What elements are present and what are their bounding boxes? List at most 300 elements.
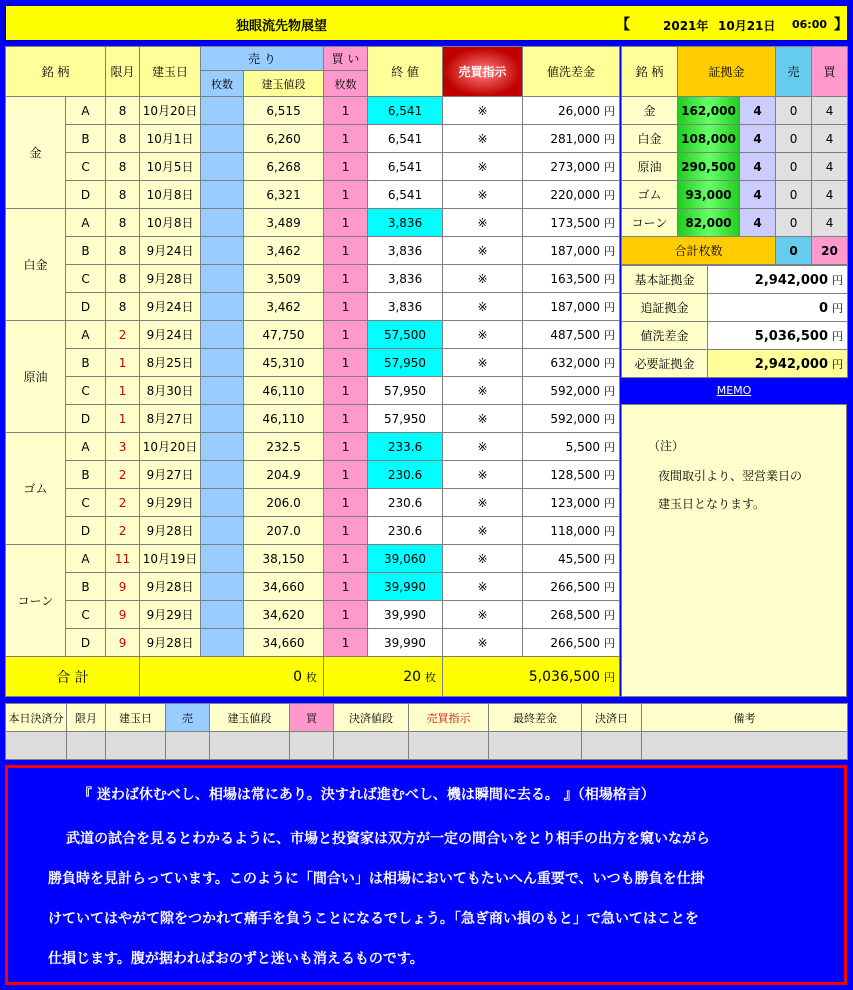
proverb-box [5,765,847,985]
total-diff-yen: 円 [604,670,616,684]
signal-mark: ※ [443,349,523,377]
margin-diff [523,461,620,489]
close-price: 57,500 [368,321,443,349]
yen-unit: 円 [604,580,616,594]
margin-diff [523,405,620,433]
total-buy-value: 20 [403,668,422,685]
margin-total-label: 合計枚数 [622,237,776,265]
margin-diff-value: 173,500 [550,215,601,230]
yen-unit: 円 [604,272,616,286]
buy-count: 1 [324,349,368,377]
generation-label: C [66,377,106,405]
summary-row [622,294,848,322]
margin-amount: 93,000 [678,181,740,209]
sell-count [201,321,244,349]
margin-diff [523,181,620,209]
summary-label: 値洗差金 [622,322,708,350]
today-header: 売 [166,704,210,732]
margin-row [622,125,848,153]
today-cell[interactable] [489,732,582,760]
date-bracket-open: 【 [616,17,630,33]
buy-count: 1 [324,321,368,349]
limit-month: 2 [106,517,140,545]
margin-total-buy: 20 [812,237,848,265]
margin-count: 4 [740,153,776,181]
margin-diff-value: 632,000 [550,355,601,370]
yen-unit: 円 [604,468,616,482]
close-price: 3,836 [368,237,443,265]
open-price: 38,150 [244,545,324,573]
today-header: 買 [290,704,334,732]
yen-unit: 円 [604,216,616,230]
open-price: 3,509 [244,265,324,293]
open-price: 34,620 [244,601,324,629]
table-row [6,97,620,125]
close-price: 3,836 [368,209,443,237]
margin-amount: 82,000 [678,209,740,237]
open-price: 6,260 [244,125,324,153]
generation-label: D [66,517,106,545]
memo-line-1: （注） [648,439,685,453]
open-date: 9月27日 [140,461,201,489]
margin-table [621,46,848,265]
limit-month: 1 [106,377,140,405]
header-buy: 買 い [324,47,368,71]
today-cell[interactable] [582,732,642,760]
margin-amount: 162,000 [678,97,740,125]
yen-unit: 円 [604,636,616,650]
open-date: 9月24日 [140,237,201,265]
limit-month: 9 [106,629,140,657]
buy-count: 1 [324,629,368,657]
margin-diff [523,125,620,153]
limit-month: 9 [106,573,140,601]
total-buy-unit: 枚 [425,670,437,684]
buy-count: 1 [324,377,368,405]
open-date: 8月27日 [140,405,201,433]
today-header: 限月 [67,704,106,732]
sell-count [201,405,244,433]
close-price: 57,950 [368,377,443,405]
positions-table [5,46,620,697]
close-price: 57,950 [368,349,443,377]
margin-diff [523,349,620,377]
limit-month: 8 [106,237,140,265]
margin-diff-value: 266,500 [550,579,601,594]
margin-diff-value: 163,500 [550,271,601,286]
proverb-line-2: 武道の試合を見るとわかるように、市場と投資家は双方が一定の間合いをとり相手の出方を窺いながら [66,831,710,847]
signal-mark: ※ [443,209,523,237]
margin-buy: 4 [812,153,848,181]
generation-label: A [66,209,106,237]
generation-label: B [66,573,106,601]
close-price: 230.6 [368,489,443,517]
margin-amount: 108,000 [678,125,740,153]
margin-sell: 0 [776,97,812,125]
generation-label: C [66,153,106,181]
table-row [6,349,620,377]
limit-month: 8 [106,125,140,153]
open-price: 47,750 [244,321,324,349]
close-price: 57,950 [368,405,443,433]
table-row [6,153,620,181]
signal-mark: ※ [443,321,523,349]
close-price: 233.6 [368,433,443,461]
limit-month: 2 [106,489,140,517]
yen-unit: 円 [604,300,616,314]
generation-label: B [66,237,106,265]
today-header: 建玉値段 [210,704,290,732]
margin-sell: 0 [776,209,812,237]
limit-month: 2 [106,461,140,489]
table-row [6,209,620,237]
margin-diff [523,321,620,349]
yen-unit: 円 [604,384,616,398]
open-date: 9月29日 [140,489,201,517]
signal-mark: ※ [443,517,523,545]
open-price: 34,660 [244,629,324,657]
sell-count [201,433,244,461]
margin-diff [523,433,620,461]
signal-mark: ※ [443,433,523,461]
sell-count [201,181,244,209]
margin-count: 4 [740,97,776,125]
table-row [6,489,620,517]
today-cell[interactable] [166,732,210,760]
today-header: 決済日 [582,704,642,732]
buy-count: 1 [324,237,368,265]
close-price: 39,990 [368,573,443,601]
sell-count [201,293,244,321]
open-date: 9月28日 [140,265,201,293]
header-signal: 売買指示 [443,47,523,97]
memo-line-3: 建玉日となります。 [658,497,766,511]
table-row [6,545,620,573]
margin-diff-value: 45,500 [558,551,601,566]
date-bracket-close: 】 [834,17,848,33]
today-header: 最終差金 [489,704,582,732]
sell-count [201,209,244,237]
close-price: 6,541 [368,125,443,153]
limit-month: 8 [106,97,140,125]
proverb-line-4: けていてはやがて隙をつかれて痛手を負うことになるでしょう。「急ぎ商い損のもと」で急いてはことを [48,911,699,927]
generation-label: B [66,461,106,489]
generation-label: B [66,125,106,153]
summary-row [622,266,848,294]
yen-unit: 円 [832,357,843,371]
limit-month: 1 [106,405,140,433]
date-time: 06:00 [792,18,828,31]
summary-value [708,266,848,294]
open-price: 34,660 [244,573,324,601]
margin-diff [523,517,620,545]
margin-diff [523,97,620,125]
total-diff-value: 5,036,500 [528,668,601,685]
table-row [6,461,620,489]
yen-unit: 円 [832,273,843,287]
summary-row [622,322,848,350]
summary-table [621,265,848,378]
table-row [6,321,620,349]
margin-row [622,97,848,125]
margin-header-brand: 銘 柄 [622,47,678,97]
header-bar [4,4,849,42]
yen-unit: 円 [832,329,843,343]
margin-sell: 0 [776,153,812,181]
margin-brand: 白金 [622,125,678,153]
open-date: 10月8日 [140,209,201,237]
margin-diff-value: 268,500 [550,607,601,622]
today-cell[interactable] [334,732,409,760]
close-price: 39,990 [368,629,443,657]
memo-box [621,404,847,697]
today-cell[interactable] [290,732,334,760]
summary-amount: 2,942,000 [754,356,828,372]
total-sell-unit: 枚 [306,670,318,684]
brand-name: 白金 [6,209,66,321]
limit-month: 2 [106,321,140,349]
date-year: 2021年 [663,19,709,33]
margin-diff [523,545,620,573]
header-sell: 売 り [201,47,324,71]
brand-name: コーン [6,545,66,657]
buy-count: 1 [324,265,368,293]
margin-header-buy: 買 [812,47,848,97]
yen-unit: 円 [604,356,616,370]
margin-diff [523,153,620,181]
yen-unit: 円 [604,244,616,258]
today-cell[interactable] [6,732,67,760]
table-row [6,237,620,265]
sell-count [201,629,244,657]
margin-diff-value: 266,500 [550,635,601,650]
close-price: 230.6 [368,517,443,545]
margin-diff [523,265,620,293]
yen-unit: 円 [604,608,616,622]
margin-amount: 290,500 [678,153,740,181]
summary-label: 必要証拠金 [622,350,708,378]
signal-mark: ※ [443,629,523,657]
margin-brand: ゴム [622,181,678,209]
today-cell[interactable] [409,732,489,760]
signal-mark: ※ [443,237,523,265]
memo-link[interactable]: MEMO [716,384,752,397]
close-price: 3,836 [368,293,443,321]
margin-diff-value: 592,000 [550,383,601,398]
margin-diff [523,489,620,517]
summary-amount: 5,036,500 [754,328,828,344]
open-date: 9月24日 [140,293,201,321]
today-header: 決済値段 [334,704,409,732]
signal-mark: ※ [443,377,523,405]
margin-diff [523,573,620,601]
margin-sell: 0 [776,181,812,209]
proverb-line-5: 仕損じます。腹が据わればおのずと迷いも消えるものです。 [48,951,424,967]
header-close: 終 値 [368,47,443,97]
sell-count [201,489,244,517]
limit-month: 11 [106,545,140,573]
today-cell[interactable] [210,732,290,760]
open-price: 207.0 [244,517,324,545]
margin-diff-value: 5,500 [565,439,601,454]
margin-diff-value: 118,000 [550,523,601,538]
buy-count: 1 [324,489,368,517]
signal-mark: ※ [443,405,523,433]
total-buy [324,657,443,697]
margin-brand: 金 [622,97,678,125]
margin-header-margin: 証拠金 [678,47,776,97]
table-row [6,181,620,209]
signal-mark: ※ [443,293,523,321]
today-header: 本日決済分 [6,704,67,732]
summary-amount: 2,942,000 [754,272,828,288]
table-row [6,293,620,321]
open-date: 9月28日 [140,629,201,657]
close-price: 39,990 [368,601,443,629]
brand-name: 原油 [6,321,66,433]
open-date: 9月28日 [140,573,201,601]
margin-diff [523,293,620,321]
yen-unit: 円 [604,328,616,342]
today-cell[interactable] [642,732,848,760]
margin-brand: 原油 [622,153,678,181]
limit-month: 8 [106,209,140,237]
today-settlement-table [5,703,848,760]
summary-value [708,350,848,378]
table-row [6,377,620,405]
generation-label: A [66,545,106,573]
open-price: 46,110 [244,377,324,405]
generation-label: D [66,293,106,321]
sell-count [201,125,244,153]
margin-diff-value: 220,000 [550,187,601,202]
sell-count [201,97,244,125]
margin-diff-value: 273,000 [550,159,601,174]
signal-mark: ※ [443,601,523,629]
signal-mark: ※ [443,265,523,293]
signal-mark: ※ [443,181,523,209]
open-price: 232.5 [244,433,324,461]
open-date: 10月19日 [140,545,201,573]
proverb-line-1: 『 迷わば休むべし、相場は常にあり。決すれば進むべし、機は瞬間に去る。 』（相場格言） [78,787,655,803]
summary-row [622,350,848,378]
buy-count: 1 [324,405,368,433]
limit-month: 1 [106,349,140,377]
header-margin-diff: 値洗差金 [523,47,620,97]
margin-diff-value: 187,000 [550,299,601,314]
today-cell[interactable] [67,732,106,760]
open-price: 45,310 [244,349,324,377]
header-open-date: 建玉日 [140,47,201,97]
generation-label: A [66,97,106,125]
buy-count: 1 [324,293,368,321]
sell-count [201,349,244,377]
sell-count [201,545,244,573]
table-row [6,265,620,293]
yen-unit: 円 [604,496,616,510]
total-sell-value: 0 [293,668,303,685]
limit-month: 8 [106,293,140,321]
open-price: 3,462 [244,237,324,265]
open-price: 46,110 [244,405,324,433]
today-cell[interactable] [106,732,166,760]
margin-sell: 0 [776,125,812,153]
table-row [6,573,620,601]
buy-count: 1 [324,545,368,573]
sell-count [201,265,244,293]
margin-diff-value: 128,500 [550,467,601,482]
open-date: 9月24日 [140,321,201,349]
margin-diff [523,237,620,265]
sell-count [201,153,244,181]
header-limit: 限月 [106,47,140,97]
total-label: 合 計 [6,657,140,697]
open-date: 8月30日 [140,377,201,405]
limit-month: 3 [106,433,140,461]
open-price: 3,462 [244,293,324,321]
proverb-line-3: 勝負時を見計らっています。このように「間合い」は相場においてもたいへん重要で、いつも勝負を仕掛 [48,871,705,887]
buy-count: 1 [324,601,368,629]
generation-label: D [66,629,106,657]
sell-count [201,517,244,545]
generation-label: C [66,489,106,517]
open-date: 10月1日 [140,125,201,153]
margin-count: 4 [740,209,776,237]
total-diff [443,657,620,697]
summary-value [708,294,848,322]
table-row [6,601,620,629]
margin-count: 4 [740,181,776,209]
open-date: 10月8日 [140,181,201,209]
buy-count: 1 [324,209,368,237]
open-price: 3,489 [244,209,324,237]
buy-count: 1 [324,153,368,181]
margin-total-sell: 0 [776,237,812,265]
brand-name: 金 [6,97,66,209]
summary-label: 基本証拠金 [622,266,708,294]
yen-unit: 円 [604,104,616,118]
header-sell-count: 枚数 [201,71,244,97]
close-price: 230.6 [368,461,443,489]
close-price: 6,541 [368,97,443,125]
summary-value [708,322,848,350]
yen-unit: 円 [604,524,616,538]
limit-month: 8 [106,181,140,209]
header-open-price: 建玉値段 [244,71,324,97]
signal-mark: ※ [443,97,523,125]
today-header: 備考 [642,704,848,732]
today-header: 建玉日 [106,704,166,732]
margin-buy: 4 [812,209,848,237]
margin-row [622,153,848,181]
generation-label: A [66,433,106,461]
signal-mark: ※ [443,545,523,573]
buy-count: 1 [324,125,368,153]
margin-buy: 4 [812,125,848,153]
margin-diff-value: 281,000 [550,131,601,146]
today-header: 売買指示 [409,704,489,732]
limit-month: 9 [106,601,140,629]
open-date: 9月29日 [140,601,201,629]
buy-count: 1 [324,573,368,601]
open-date: 8月25日 [140,349,201,377]
close-price: 6,541 [368,181,443,209]
open-price: 204.9 [244,461,324,489]
header-brand: 銘 柄 [6,47,106,97]
table-row [6,517,620,545]
signal-mark: ※ [443,489,523,517]
margin-diff-value: 123,000 [550,495,601,510]
